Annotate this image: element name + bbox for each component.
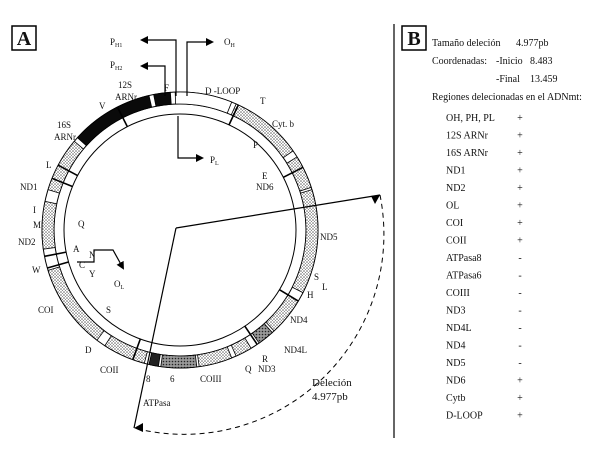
seg-12s: [154, 92, 172, 106]
gene-label-d: D: [85, 345, 92, 355]
coordinates-end-value: 13.459: [530, 74, 558, 85]
region-name: OH, PH, PL: [446, 113, 495, 124]
gene-label-ph1: $P_{H1}$: [110, 37, 123, 49]
origin-arrows: [77, 40, 212, 268]
region-name: Cytb: [446, 393, 466, 404]
deletion-line-start: [176, 195, 380, 228]
gene-label-w: W: [32, 265, 41, 275]
region-mark: +: [517, 200, 523, 212]
deletion-size-value: 4.977pb: [516, 38, 549, 49]
region-mark: +: [517, 148, 523, 159]
coordinates-label: Coordenadas:: [432, 56, 487, 67]
panel-a-label: A: [16, 28, 32, 50]
gene-label-ph2: $P_{H2}$: [110, 60, 123, 72]
gene-label-l1: L: [46, 160, 52, 170]
region-mark: +: [517, 410, 523, 422]
gene-label-ol: $O_L$: [114, 279, 125, 291]
coordinates-start-value: 8.483: [530, 56, 553, 67]
coordinates-end-label: -Final: [496, 74, 520, 85]
gene-label-coiii: COIII: [200, 374, 222, 384]
gene-label-q1: Q: [78, 219, 85, 229]
seg-nd4l: [252, 324, 272, 343]
gene-label-cytb: Cyt. b: [272, 119, 295, 129]
deletion-size-label: Tamaño deleción: [432, 38, 501, 49]
seg-coiii: [198, 347, 232, 367]
region-name: ND4: [446, 340, 466, 352]
gene-label-nd3: ND3: [258, 364, 276, 374]
gene-label-k8: 8: [146, 374, 151, 384]
region-mark: -: [518, 253, 522, 264]
region-mark: +: [517, 113, 523, 124]
region-name: ATPasa8: [446, 253, 482, 264]
region-mark: -: [518, 270, 522, 282]
gene-label-pl: $P_L$: [210, 155, 219, 167]
region-name: ND6: [446, 375, 466, 387]
ph2-arrow: [142, 66, 165, 96]
gene-label-oh: $O_H$: [224, 37, 235, 49]
region-mark: +: [517, 235, 523, 247]
gene-label-i: I: [33, 205, 36, 215]
region-name: 16S ARNr: [446, 148, 488, 159]
gene-label-q2: Q: [245, 364, 252, 374]
ring-middle-circle: [54, 104, 306, 356]
gene-label-l2: L: [322, 282, 328, 292]
region-name: ND5: [446, 358, 466, 369]
gene-label-s16-1: 16S: [57, 120, 72, 130]
deletion-label: Deleción: [312, 377, 352, 389]
region-mark: +: [517, 375, 523, 387]
region-name: ND3: [446, 305, 466, 317]
gene-label-dloop: D -LOOP: [205, 86, 241, 96]
gene-segments: [42, 92, 318, 368]
gene-label-s12-2: ARNr: [115, 92, 137, 102]
region-mark: +: [517, 130, 523, 142]
deletion-size: 4.977pb: [312, 391, 348, 403]
gene-label-atpasa: ATPasa: [143, 398, 171, 408]
region-name: ATPasa6: [446, 270, 482, 282]
region-mark: -: [518, 358, 522, 369]
ring-inner-circle: [64, 114, 296, 346]
region-name: COII: [446, 235, 467, 247]
seg-nd4: [266, 295, 298, 331]
gene-label-h: H: [307, 290, 314, 300]
regions-table: [446, 113, 523, 422]
region-mark: +: [517, 183, 523, 194]
seg-atp6: [161, 355, 197, 368]
regions-title: Regiones delecionadas en el ADNmt:: [432, 92, 582, 103]
gene-label-k6: 6: [170, 374, 175, 384]
ph1-arrow: [142, 40, 176, 96]
region-name: COI: [446, 218, 464, 229]
region-name: D-LOOP: [446, 410, 483, 422]
gene-label-nd5: ND5: [320, 232, 338, 242]
gene-label-nd6: ND6: [256, 182, 274, 192]
seg-coi: [48, 267, 104, 340]
gene-label-nd1: ND1: [20, 182, 38, 192]
panel-b-label: B: [407, 28, 421, 50]
seg-nd1: [48, 141, 83, 193]
coordinates-start-label: -Inicio: [496, 56, 523, 67]
gene-label-y: Y: [89, 269, 96, 279]
gene-label-v: V: [99, 101, 106, 111]
mtdna-ring: [42, 92, 318, 368]
gene-label-coi: COI: [38, 305, 54, 315]
gene-label-m: M: [33, 220, 42, 230]
gene-label-a: A: [73, 244, 80, 254]
region-name: COIII: [446, 288, 470, 299]
region-mark: +: [517, 165, 523, 177]
gene-label-r: R: [262, 354, 269, 364]
deletion-arrowhead-start: [371, 195, 380, 204]
region-mark: +: [517, 393, 523, 404]
gene-label-t: T: [260, 96, 266, 106]
region-mark: -: [518, 305, 522, 317]
region-mark: -: [518, 288, 522, 299]
panel-b: [402, 26, 582, 422]
gene-label-p: P: [253, 140, 259, 150]
gene-label-c: C: [79, 260, 86, 270]
region-mark: +: [517, 218, 523, 229]
gene-label-s12-1: 12S: [118, 80, 133, 90]
gene-label-n: N: [89, 250, 96, 260]
region-mark: -: [518, 340, 522, 352]
seg-atp8: [149, 353, 160, 367]
region-name: ND2: [446, 183, 466, 194]
seg-nd3: [231, 338, 251, 356]
trna-tick-6: [45, 252, 67, 256]
gene-label-nd4l: ND4L: [284, 345, 307, 355]
gene-label-s16-2: ARNr: [54, 132, 76, 142]
region-name: 12S ARNr: [446, 130, 488, 142]
gene-label-f: F: [164, 83, 170, 93]
pl-arrow: [178, 116, 202, 158]
panel-a: [12, 26, 384, 434]
region-name: ND4L: [446, 323, 472, 334]
region-mark: -: [518, 323, 522, 334]
region-name: ND1: [446, 165, 466, 177]
gene-label-s2: S: [314, 272, 320, 282]
gene-label-nd2: ND2: [18, 237, 36, 247]
seg-coii: [105, 336, 148, 364]
gene-label-nd4: ND4: [290, 315, 308, 325]
region-name: OL: [446, 200, 460, 212]
gene-label-e: E: [262, 171, 268, 181]
gene-label-s1: S: [106, 305, 112, 315]
gene-label-coii: COII: [100, 365, 119, 375]
